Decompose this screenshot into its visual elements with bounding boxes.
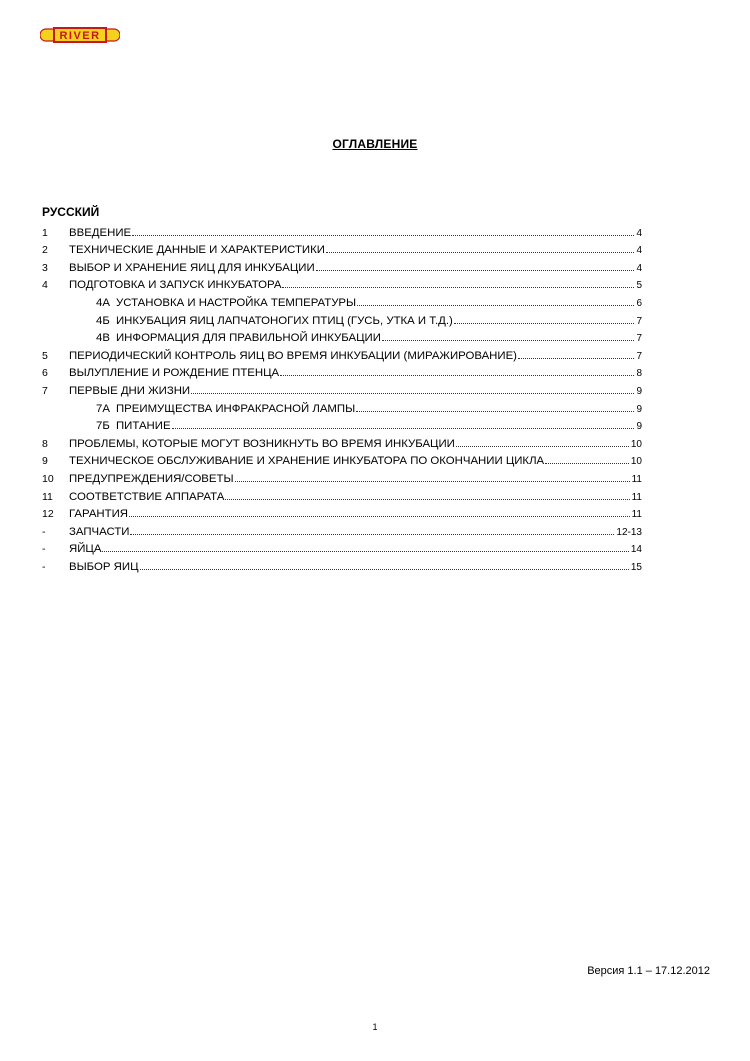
toc-leader-dots — [282, 286, 634, 288]
toc-leader-dots — [172, 427, 635, 429]
toc-entry[interactable] — [42, 327, 642, 345]
toc-entry-page: 9 — [636, 385, 642, 397]
table-of-contents — [42, 221, 642, 573]
toc-entry-page: 5 — [636, 280, 642, 292]
toc-entry-page: 11 — [631, 509, 642, 521]
toc-entry-page: 12-13 — [616, 526, 642, 538]
toc-leader-dots — [191, 392, 634, 394]
toc-leader-dots — [356, 410, 634, 412]
toc-entry-page: 10 — [630, 438, 642, 450]
toc-entry-title: ТЕХНИЧЕСКИЕ ДАННЫЕ И ХАРАКТЕРИСТИКИ — [69, 244, 325, 257]
toc-entry[interactable] — [42, 485, 642, 503]
toc-entry[interactable] — [42, 520, 642, 538]
toc-entry-page: 7 — [636, 333, 642, 345]
toc-entry-number: 6 — [42, 367, 48, 380]
toc-entry-title: ТЕХНИЧЕСКОЕ ОБСЛУЖИВАНИЕ И ХРАНЕНИЕ ИНКУБАТОРА ПО ОКОНЧАНИИ ЦИКЛА — [69, 455, 545, 468]
toc-entry-number: 10 — [42, 472, 54, 485]
toc-entry[interactable] — [42, 432, 642, 450]
toc-entry-title: ВЫБОР ЯИЦ — [69, 560, 139, 573]
toc-entry-subnumber: 7Б — [96, 420, 110, 433]
toc-entry[interactable] — [42, 538, 642, 556]
toc-leader-dots — [518, 357, 634, 359]
toc-leader-dots — [326, 251, 634, 253]
toc-entry-number: 4 — [42, 279, 48, 292]
toc-entry-title: ПЕРИОДИЧЕСКИЙ КОНТРОЛЬ ЯИЦ ВО ВРЕМЯ ИНКУБАЦИИ (МИРАЖИРОВАНИЕ) — [69, 349, 517, 362]
toc-entry-title: ПРОБЛЕМЫ, КОТОРЫЕ МОГУТ ВОЗНИКНУТЬ ВО ВРЕМЯ ИНКУБАЦИИ — [69, 437, 455, 450]
toc-entry-page: 7 — [636, 350, 642, 362]
toc-entry-page: 15 — [630, 561, 642, 573]
toc-leader-dots — [102, 550, 628, 552]
toc-entry-number: 7 — [42, 384, 48, 397]
toc-entry-title: ИНКУБАЦИЯ ЯИЦ ЛАПЧАТОНОГИХ ПТИЦ (ГУСЬ, УТКА И Т.Д.) — [116, 314, 453, 327]
toc-entry-title: УСТАНОВКА И НАСТРОЙКА ТЕМПЕРАТУРЫ — [116, 296, 357, 309]
toc-entry-number: 8 — [42, 437, 48, 450]
toc-entry[interactable] — [42, 450, 642, 468]
page-title: ОГЛАВЛЕНИЕ — [332, 137, 418, 151]
toc-leader-dots — [140, 568, 629, 570]
toc-leader-dots — [129, 515, 630, 517]
toc-entry-number: - — [42, 560, 46, 573]
toc-entry[interactable] — [42, 256, 642, 274]
toc-entry[interactable] — [42, 274, 642, 292]
toc-entry-title: ВЫЛУПЛЕНИЕ И РОЖДЕНИЕ ПТЕНЦА — [69, 367, 280, 380]
toc-entry-page: 4 — [636, 262, 642, 274]
language-heading: РУССКИЙ — [42, 205, 100, 219]
toc-entry[interactable] — [42, 291, 642, 309]
toc-entry[interactable] — [42, 555, 642, 573]
toc-entry-title: ЯЙЦА — [69, 543, 102, 556]
toc-entry-title: ГАРАНТИЯ — [69, 508, 129, 521]
toc-leader-dots — [130, 533, 614, 535]
river-logo — [40, 26, 120, 44]
toc-entry-page: 11 — [631, 473, 642, 485]
toc-entry-page: 4 — [636, 227, 642, 239]
toc-entry-number: 12 — [42, 508, 54, 521]
toc-entry-page: 8 — [636, 368, 642, 380]
toc-entry[interactable] — [42, 239, 642, 257]
page-number: 1 — [372, 1022, 378, 1032]
toc-entry-title: ПИТАНИЕ — [116, 420, 171, 433]
toc-entry-number: 11 — [42, 490, 53, 503]
toc-entry-page: 9 — [636, 403, 642, 415]
toc-leader-dots — [225, 498, 629, 500]
toc-entry-title: ПОДГОТОВКА И ЗАПУСК ИНКУБАТОРА — [69, 279, 282, 292]
toc-entry-title: ВВЕДЕНИЕ — [69, 226, 132, 239]
version-label: Версия 1.1 – 17.12.2012 — [587, 965, 710, 977]
toc-leader-dots — [545, 462, 629, 464]
toc-entry-title: ИНФОРМАЦИЯ ДЛЯ ПРАВИЛЬНОЙ ИНКУБАЦИИ — [116, 332, 381, 345]
river-logo-graphic — [40, 26, 120, 44]
toc-entry[interactable] — [42, 415, 642, 433]
toc-entry-page: 14 — [630, 544, 642, 556]
toc-entry-page: 9 — [636, 421, 642, 433]
toc-entry[interactable] — [42, 362, 642, 380]
toc-leader-dots — [456, 445, 629, 447]
toc-leader-dots — [280, 374, 634, 376]
toc-entry-number: 9 — [42, 455, 48, 468]
toc-leader-dots — [357, 304, 634, 306]
toc-entry-number: 2 — [42, 244, 48, 257]
toc-entry-number: 5 — [42, 349, 48, 362]
toc-entry[interactable] — [42, 467, 642, 485]
toc-entry[interactable] — [42, 379, 642, 397]
toc-entry-page: 7 — [636, 315, 642, 327]
toc-entry-subnumber: 4В — [96, 332, 110, 345]
toc-entry-title: ВЫБОР И ХРАНЕНИЕ ЯИЦ ДЛЯ ИНКУБАЦИИ — [69, 261, 315, 274]
toc-entry-subnumber: 4А — [96, 296, 110, 309]
toc-entry[interactable] — [42, 397, 642, 415]
toc-entry-title: СООТВЕТСТВИЕ АППАРАТА — [69, 490, 225, 503]
toc-entry-number: - — [42, 525, 46, 538]
toc-entry-number: 3 — [42, 261, 48, 274]
toc-leader-dots — [235, 480, 630, 482]
toc-entry-page: 4 — [636, 245, 642, 257]
toc-leader-dots — [454, 322, 635, 324]
toc-leader-dots — [316, 269, 635, 271]
toc-entry-subnumber: 4Б — [96, 314, 110, 327]
toc-entry-title: ПЕРВЫЕ ДНИ ЖИЗНИ — [69, 384, 191, 397]
toc-entry-number: - — [42, 543, 46, 556]
toc-entry-page: 10 — [630, 456, 642, 468]
toc-entry-title: ПРЕДУПРЕЖДЕНИЯ/СОВЕТЫ — [69, 472, 234, 485]
toc-leader-dots — [382, 339, 635, 341]
toc-entry-title: ПРЕИМУЩЕСТВА ИНФРАКРАСНОЙ ЛАМПЫ — [116, 402, 356, 415]
toc-entry[interactable] — [42, 344, 642, 362]
toc-entry-title: ЗАПЧАСТИ — [69, 525, 130, 538]
toc-entry[interactable] — [42, 309, 642, 327]
toc-entry-page: 6 — [636, 297, 642, 309]
toc-leader-dots — [132, 234, 634, 236]
svg-text:RIVER: RIVER — [59, 30, 101, 43]
toc-entry-number: 1 — [42, 226, 48, 239]
toc-entry[interactable] — [42, 221, 642, 239]
toc-entry-page: 11 — [631, 491, 642, 503]
toc-entry-subnumber: 7А — [96, 402, 110, 415]
toc-entry[interactable] — [42, 503, 642, 521]
